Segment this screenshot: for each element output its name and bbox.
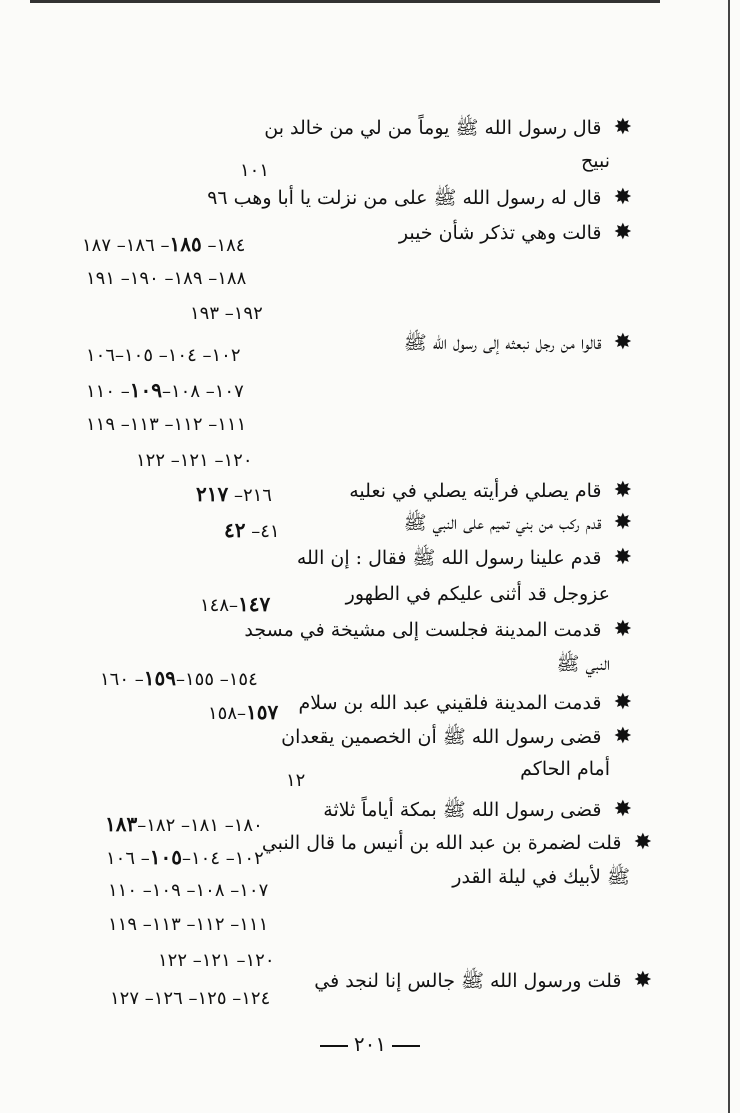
ref: ١٠١ (240, 160, 270, 181)
entry-text: قدمت المدينة فلقيني عبد الله بن سلام (298, 692, 602, 714)
divider (320, 1045, 348, 1047)
ref: ١٢ (286, 770, 306, 791)
star-icon: ✸ (613, 115, 632, 140)
star-icon: ✸ (613, 545, 632, 570)
entry-refs (82, 232, 245, 256)
entry-continuation: ﷺ لأبيك في ليلة القدر (452, 866, 630, 888)
ref-bold: ١٨٣ (105, 812, 138, 836)
entry-text: قضى رسول الله ﷺ أن الخصمين يقعدان (281, 726, 602, 748)
entry-text: قالت وهي تذكر شأن خيبر (398, 222, 602, 244)
entry-text: قام يصلي فرأيته يصلي في نعليه (349, 480, 602, 502)
star-icon: ✸ (613, 478, 632, 503)
ref-bold: ١٥٩ (143, 666, 176, 690)
ref-line: ١١١– ١١٢– ١١٣– ١١٩ (86, 414, 247, 435)
entry (323, 797, 632, 826)
ref: – ١٠٦ (106, 848, 150, 869)
star-icon: ✸ (613, 510, 632, 535)
entry (299, 690, 633, 715)
ref: ١٠٧– ١٠٨– (161, 381, 244, 402)
ref: – ١٨٦– ١٨٧ (82, 235, 170, 256)
entry-refs (196, 482, 272, 506)
ref-line: ١٢٠– ١٢١– ١٢٢ (158, 950, 275, 971)
entry-refs (86, 345, 241, 366)
entry-text: قالوا من رجل نبعثه إلى رسول الله ﷺ (403, 332, 602, 354)
ref: ٢١٦– (228, 485, 272, 506)
entry (349, 478, 632, 503)
ref: – ١١٠ (86, 381, 130, 402)
ref-line: ١٢٠– ١٢١– ١٢٢ (136, 450, 253, 471)
ref: –١٤٨ (200, 595, 239, 616)
ref: ١٨٠– ١٨١– ١٨٢– (137, 815, 263, 836)
entry-continuation: عزوجل قد أثنى عليكم في الطهور (345, 583, 610, 605)
star-icon: ✸ (613, 724, 632, 749)
entry-text: قضى رسول الله ﷺ بمكة أياماً ثلاثة (323, 799, 602, 821)
entry-continuation: نبيح (580, 150, 610, 172)
ref: ١٠٢– ١٠٤– (181, 848, 264, 869)
entry-refs (208, 700, 278, 724)
entry-continuation: النبي ﷺ (556, 653, 610, 675)
ref: ١٢٤– ١٢٥– ١٢٦– ١٢٧ (110, 988, 271, 1009)
entry-refs (240, 160, 269, 181)
ref-bold: ١٤٧ (238, 592, 271, 616)
entry-continuation: أمام الحاكم (520, 758, 610, 780)
divider (392, 1045, 420, 1047)
ref: ٤١– (245, 521, 280, 542)
star-icon: ✸ (633, 968, 652, 993)
entry-text: قلت لضمرة بن عبد الله بن أنيس ما قال النبي (261, 832, 622, 854)
entry (264, 115, 632, 144)
ref-line: ١٨٨– ١٨٩– ١٩٠– ١٩١ (86, 268, 247, 289)
ref: ١٠٢– ١٠٤– ١٠٥–١٠٦ (86, 345, 241, 366)
ref-line: ١١١– ١١٢– ١١٣– ١١٩ (108, 914, 269, 935)
star-icon: ✸ (613, 220, 632, 245)
ref-line: ١٠٧– ١٠٨– ١٠٩– ١١٠ (108, 880, 269, 901)
ref-bold: ١٨٥ (169, 232, 202, 256)
entry (399, 220, 632, 245)
entry-refs (100, 666, 258, 690)
entry-text: قلت ورسول الله ﷺ جالس إنا لنجد في (314, 970, 622, 992)
entry-refs (106, 845, 264, 869)
entry-refs (224, 518, 280, 542)
ref-bold: ١٠٥ (149, 845, 182, 869)
star-icon: ✸ (613, 330, 632, 355)
entry-refs (105, 812, 263, 836)
page-number (0, 1032, 740, 1056)
entry (244, 617, 632, 642)
ref-bold: ١٥٧ (246, 700, 279, 724)
entry-text: قدمت المدينة فجلست إلى مشيخة في مسجد (244, 619, 602, 641)
entry (404, 510, 632, 539)
entry-text: قدم ركب من بني تميم على النبي ﷺ (403, 512, 602, 534)
star-icon: ✸ (613, 797, 632, 822)
star-icon: ✸ (633, 830, 652, 855)
star-icon: ✸ (613, 185, 632, 210)
ref-line: ١٩٢– ١٩٣ (190, 303, 263, 324)
entry (297, 545, 632, 574)
entry-refs (200, 592, 270, 616)
entry-text: قدم علينا رسول الله ﷺ فقال : إن الله (296, 547, 602, 569)
ref: – ١٦٠ (100, 669, 144, 690)
entry-text: قال له رسول الله ﷺ على من نزلت يا أبا وهب ٩٦ (207, 187, 602, 209)
ref: –١٥٨ (208, 703, 247, 724)
entry (404, 330, 632, 359)
ref-bold: ٤٢ (224, 518, 246, 542)
entry (281, 724, 632, 753)
ref-bold: ٢١٧ (196, 482, 229, 506)
entry (314, 968, 652, 997)
entry-refs (286, 770, 305, 791)
ref: ١٥٤– ١٥٥– (175, 669, 258, 690)
star-icon: ✸ (613, 617, 632, 642)
star-icon: ✸ (613, 690, 632, 715)
page-number-text: ٢٠١ (353, 1032, 387, 1056)
entry (207, 185, 632, 214)
entry-text: قال رسول الله ﷺ يوماً من لي من خالد بن (264, 117, 602, 139)
entry (262, 830, 652, 855)
ref-line (86, 378, 244, 402)
entry-refs (110, 988, 270, 1009)
ref: ١٨٤– (201, 235, 246, 256)
ref-bold: ١٠٩ (129, 378, 162, 402)
